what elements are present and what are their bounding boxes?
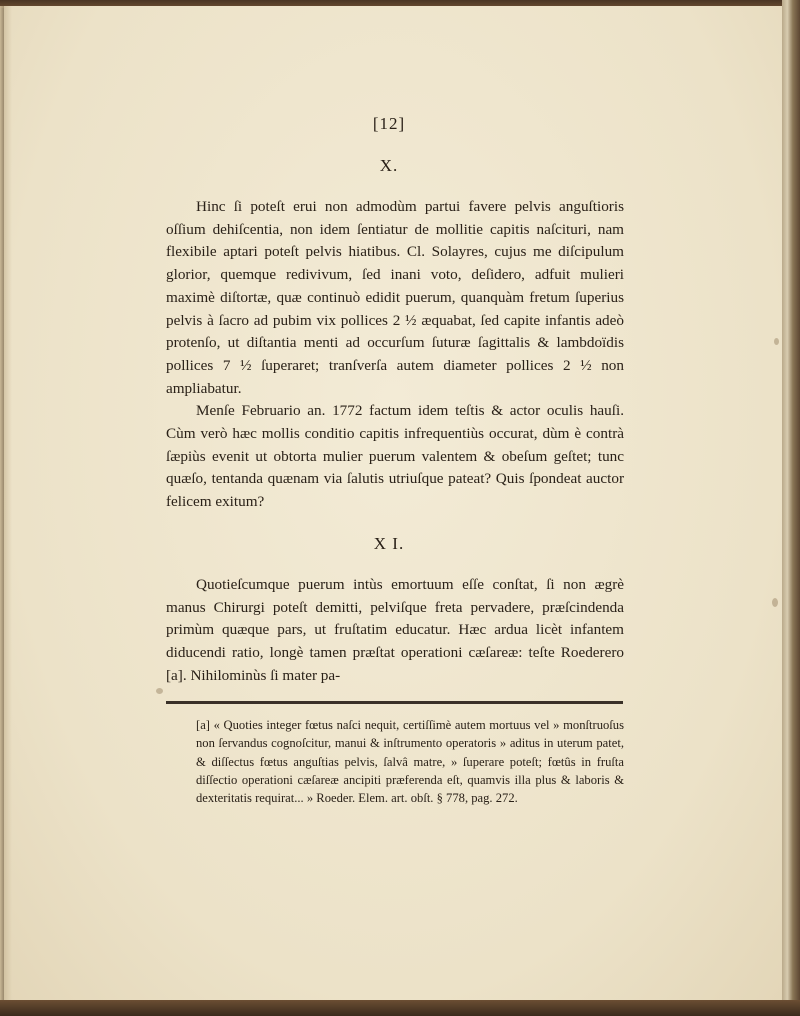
section-xi-body <box>166 574 624 688</box>
page-stack-edge <box>782 0 800 1016</box>
footnote-text: [a] « Quoties integer fœtus naſci nequit, certiſſimè autem mortuus vel » monſtruoſus non ſervandus cognoſcitur, manui & inſtrumento operatoris » aditus in uterum patet, & diſſectus fœtus anguſtias pelvis, ſalvâ matre, » ſuperare poteſt; fœtûs in fruſta diſſectio operationi cæſareæ ancipiti præferenda eſt, quamvis illa plus & laboris & dexteritatis requirat... » Roeder. Elem. art. obſt. § 778, pag. 272. <box>196 718 624 806</box>
section-heading-x: X. <box>379 156 399 175</box>
paragraph: Quotieſcumque puerum intùs emortuum eſſe conſtat, ſi non ægrè manus Chirurgi poteſt demitti, pelviſque freta pervadere, præſcindenda primùm quæque pars, ut fruſtatim educatur. Hæc ardua licèt infantem diducendi ratio, longè tamen præſtat operationi cæſareæ: teſte Roederero [a]. Nihilominùs ſi mater pa- <box>166 576 624 684</box>
section-x-body <box>166 196 624 514</box>
page-number: [12] <box>372 114 406 133</box>
footnote <box>196 716 624 807</box>
foxing-spot <box>774 338 779 345</box>
section-heading-xi: X I. <box>373 534 405 553</box>
paragraph: Menſe Februario an. 1772 factum idem teſtis & actor oculis hauſi. Cùm verò hæc mollis conditio capitis infrequentiùs occurat, dùm è contrà ſæpiùs evenit ut obtorta mulier puerum valentem & obeſum geſtet; tunc quæſo, tentanda quænam via ſalutis utriuſque pateat? Quis ſpondeat auctor felicem exitum? <box>166 402 624 511</box>
paragraph: Hinc ſi poteſt erui non admodùm partui favere pelvis anguſtioris oſſium dehiſcentia, non idem ſentiatur de mollitie capitis naſcituri, nam flexibile aptari poteſt pelvis hiatibus. Cl. Solayres, cujus me diſcipulum glorior, quemque redivivum, ſed inani voto, deſidero, adfuit mulieri maximè diſtortæ, quæ continuò edidit puerum, quanquàm fretum ſuperius pelvis à ſacro ad pubim vix pollices 2 ½ æquabat, ſed capite infantis adeò protenſo, ut diſtantia menti ad occurſum ſuturæ ſagittalis & lambdoïdis pollices 7 ½ ſuperaret; tranſverſa autem diameter pollices 2 ½ non ampliabatur. <box>166 198 624 397</box>
foxing-spot <box>772 598 778 607</box>
book-bottom-edge <box>0 1000 800 1016</box>
foxing-spot <box>156 688 163 694</box>
footnote-separator <box>166 701 623 704</box>
